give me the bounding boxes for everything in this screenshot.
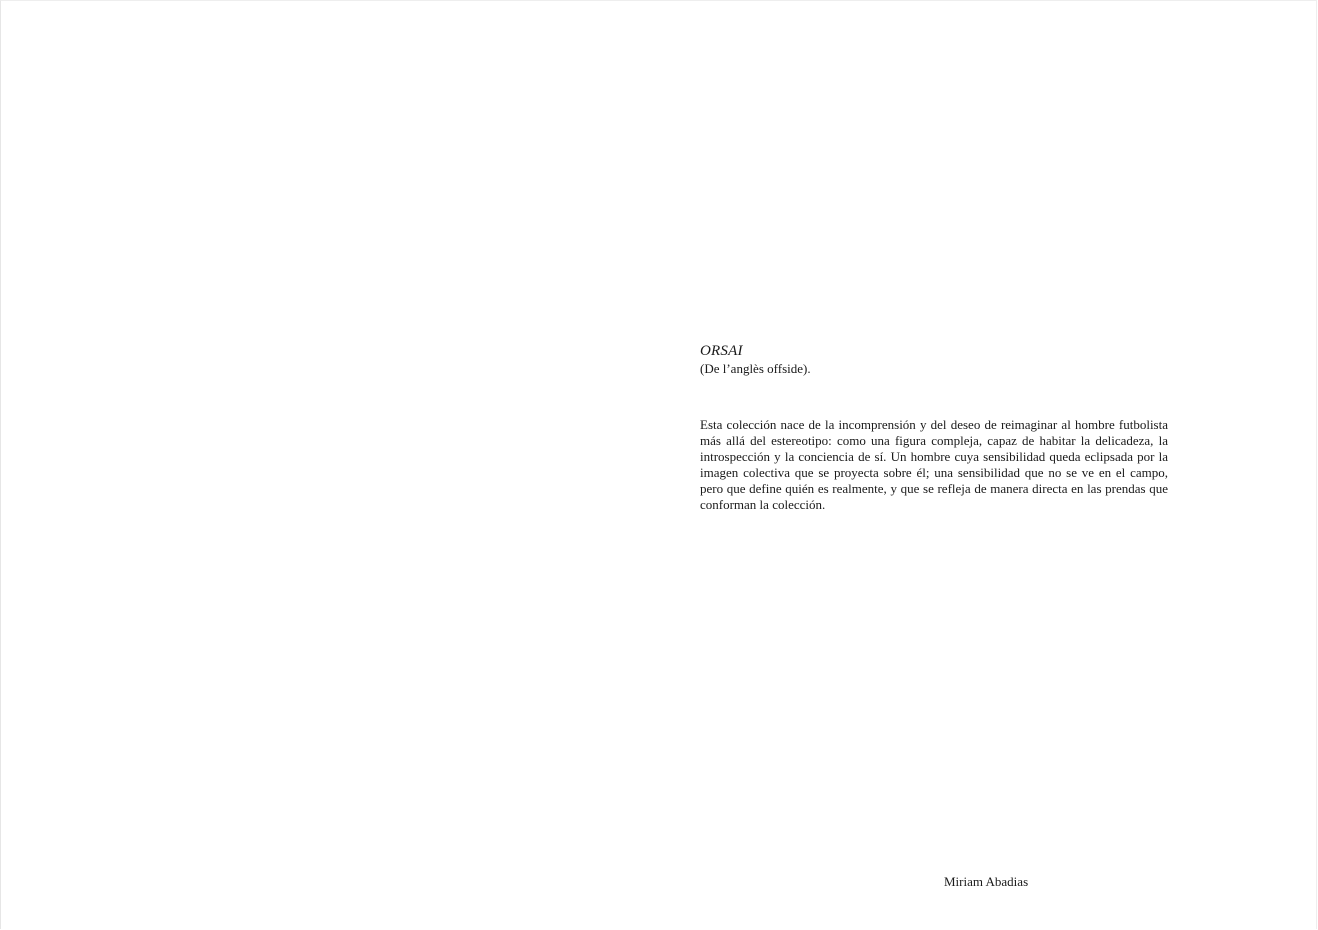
document-title: ORSAI bbox=[700, 343, 743, 359]
document-subtitle: (De l’anglès offside). bbox=[700, 361, 811, 376]
body-paragraph: Esta colección nace de la incomprensión y del deseo de reimaginar al hombre futbolista más allá del estereotipo: como una figura compleja, capaz de habitar la delicadeza, la introspección y la conciencia de sí. Un hombre cuya sensibilidad queda eclipsada por la imagen colectiva que se proyecta sobre él; una sensibilidad que no se ve en el campo, pero que define quién es realmente, y que se refleja de manera directa en las prendas que conforman la colección. bbox=[700, 417, 1168, 512]
author-name: Miriam Abadias bbox=[944, 874, 1029, 889]
text-block bbox=[700, 343, 1168, 513]
